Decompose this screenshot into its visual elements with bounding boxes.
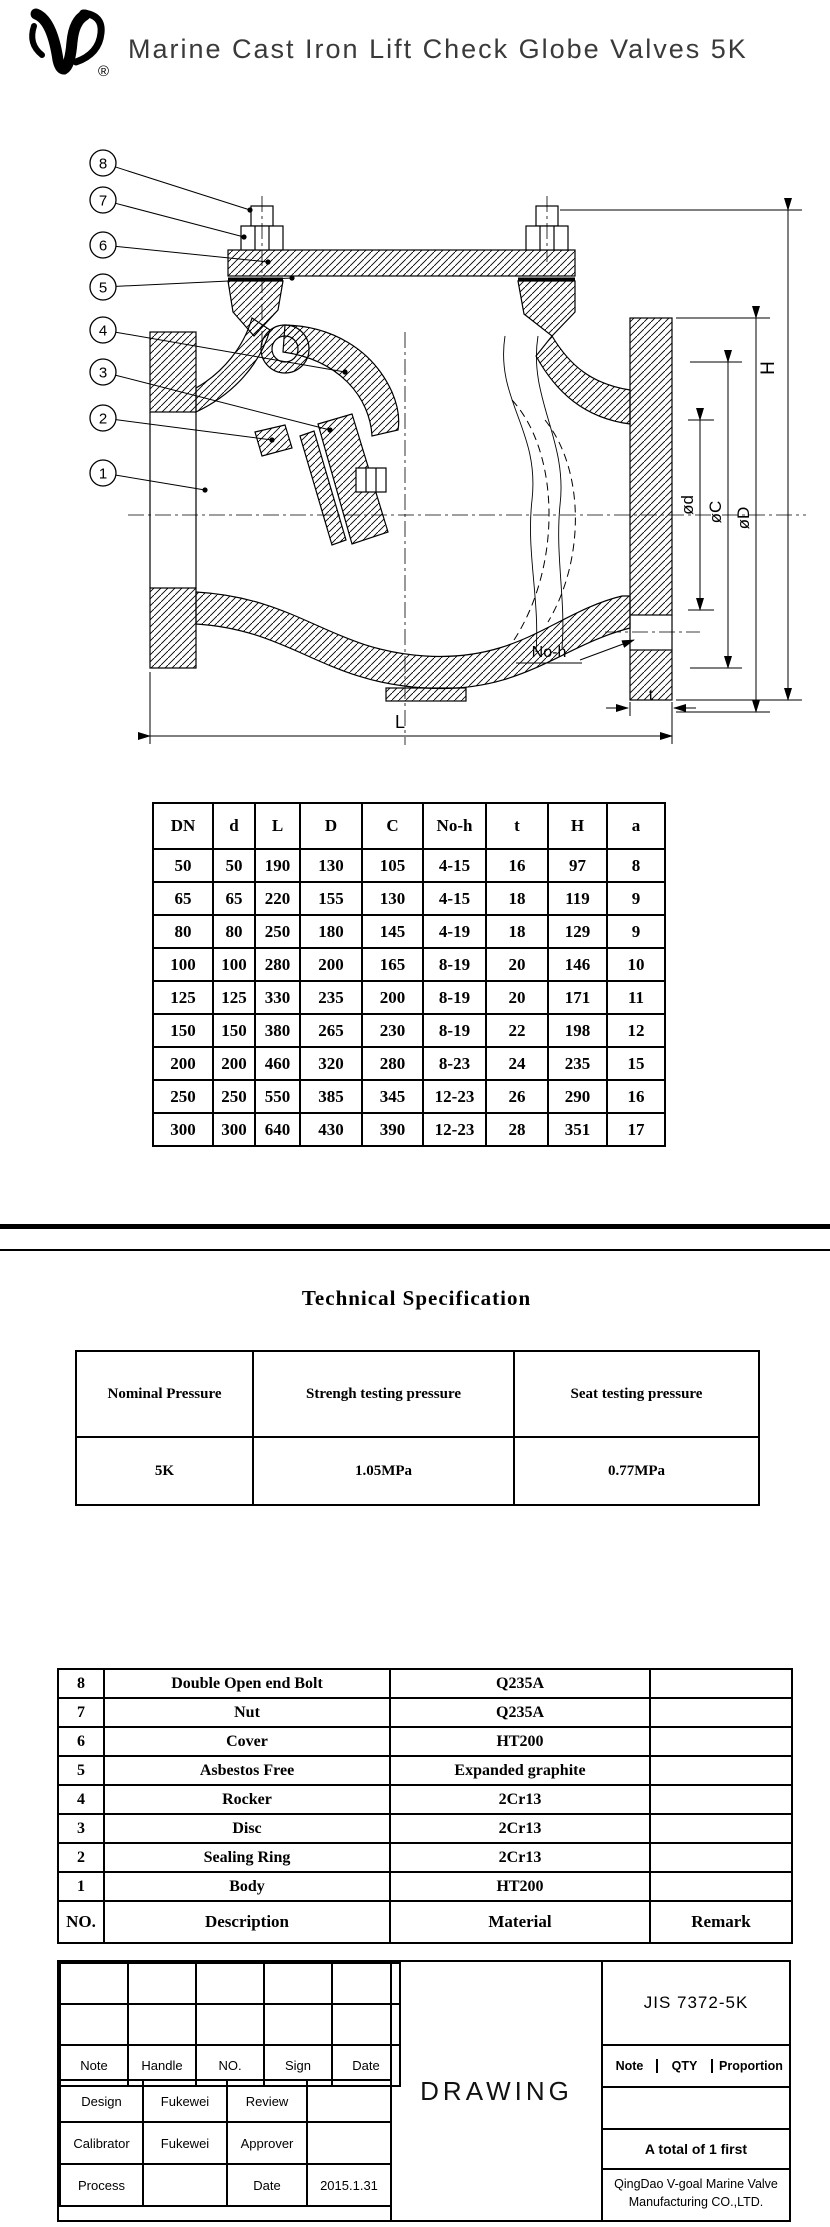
dim-header-cell: a <box>607 803 665 849</box>
dim-cell: 145 <box>362 915 423 948</box>
dim-cell: 10 <box>607 948 665 981</box>
dim-cell: 4-15 <box>423 882 486 915</box>
dim-row <box>153 849 665 882</box>
spec-value-cell: 5K <box>76 1437 253 1505</box>
date-value: 2015.1.31 <box>307 2164 391 2206</box>
cover-plate <box>228 250 575 276</box>
part-remark-cell <box>650 1727 792 1756</box>
dim-row <box>153 1113 665 1146</box>
title-block-right <box>603 1962 789 2220</box>
dim-row <box>153 882 665 915</box>
dim-cell: 22 <box>486 1014 548 1047</box>
dim-cell: 640 <box>255 1113 300 1146</box>
page-title: Marine Cast Iron Lift Check Globe Valves 5K <box>128 34 748 64</box>
company-name <box>603 2170 789 2216</box>
dim-cell: 80 <box>213 915 255 948</box>
dim-cell: 8-19 <box>423 1014 486 1047</box>
callout-number: 6 <box>98 237 108 255</box>
qty-empty-row <box>603 2088 789 2130</box>
body-wall-right <box>536 336 630 424</box>
process-name <box>143 2164 227 2206</box>
dim-header-cell: t <box>486 803 548 849</box>
part-description-cell: Disc <box>104 1814 390 1843</box>
part-description-cell: Cover <box>104 1727 390 1756</box>
callout-number: 4 <box>98 322 108 340</box>
callout-number: 3 <box>98 364 108 382</box>
dim-cell: 430 <box>300 1113 362 1146</box>
dim-cell: 235 <box>548 1047 607 1080</box>
part-description-cell: Asbestos Free <box>104 1756 390 1785</box>
dim-row <box>153 1080 665 1113</box>
disc-nut <box>356 468 386 492</box>
dim-cell: 385 <box>300 1080 362 1113</box>
valve-drawing <box>0 85 830 757</box>
revision-header-no: NO. <box>196 2045 264 2086</box>
dim-cell: 97 <box>548 849 607 882</box>
dim-cell: 125 <box>153 981 213 1014</box>
dim-cell: 50 <box>153 849 213 882</box>
part-material-cell: HT200 <box>390 1727 650 1756</box>
dim-cell: 155 <box>300 882 362 915</box>
part-material-cell: HT200 <box>390 1872 650 1901</box>
dim-cell: 230 <box>362 1014 423 1047</box>
dim-cell: 220 <box>255 882 300 915</box>
dim-cell: 280 <box>362 1047 423 1080</box>
label-oC: øC <box>706 500 725 524</box>
parts-row <box>58 1785 792 1814</box>
dim-header-cell: H <box>548 803 607 849</box>
dim-cell: 330 <box>255 981 300 1014</box>
date-label: Date <box>227 2164 307 2206</box>
revision-header-date: Date <box>332 2045 400 2086</box>
dim-header-cell: D <box>300 803 362 849</box>
dim-cell: 8-19 <box>423 948 486 981</box>
empty-cell <box>60 1963 128 2004</box>
part-material-cell: Expanded graphite <box>390 1756 650 1785</box>
dim-cell: 380 <box>255 1014 300 1047</box>
label-L: L <box>394 712 406 732</box>
dim-cell: 200 <box>362 981 423 1014</box>
part-description-cell: Rocker <box>104 1785 390 1814</box>
spec-table <box>75 1350 760 1506</box>
dim-cell: 9 <box>607 882 665 915</box>
dim-cell: 18 <box>486 882 548 915</box>
calibrator-label: Calibrator <box>60 2122 143 2164</box>
revision-header-sign: Sign <box>264 2045 332 2086</box>
part-no-cell: 2 <box>58 1843 104 1872</box>
dim-row <box>153 915 665 948</box>
callout-number: 8 <box>98 155 108 173</box>
dim-cell: 16 <box>486 849 548 882</box>
dim-cell: 265 <box>300 1014 362 1047</box>
callout-number: 7 <box>98 192 108 210</box>
dim-cell: 190 <box>255 849 300 882</box>
dim-cell: 119 <box>548 882 607 915</box>
dim-cell: 105 <box>362 849 423 882</box>
dim-cell: 50 <box>213 849 255 882</box>
dim-cell: 15 <box>607 1047 665 1080</box>
dim-cell: 320 <box>300 1047 362 1080</box>
review-label: Review <box>227 2080 307 2122</box>
dim-cell: 150 <box>153 1014 213 1047</box>
dim-cell: 130 <box>362 882 423 915</box>
outlet-flange <box>630 318 672 700</box>
label-noh: No-h <box>531 644 567 661</box>
parts-row <box>58 1669 792 1698</box>
dim-cell: 550 <box>255 1080 300 1113</box>
dim-cell: 4-15 <box>423 849 486 882</box>
parts-row <box>58 1727 792 1756</box>
dim-row <box>153 1047 665 1080</box>
part-description-cell: Sealing Ring <box>104 1843 390 1872</box>
process-label: Process <box>60 2164 143 2206</box>
part-remark-cell <box>650 1872 792 1901</box>
part-description-cell: Double Open end Bolt <box>104 1669 390 1698</box>
dim-row <box>153 1014 665 1047</box>
total-note: A total of 1 first <box>603 2130 789 2170</box>
empty-cell <box>196 2004 264 2045</box>
callout-7 <box>90 187 247 240</box>
divider-thin <box>0 1249 830 1251</box>
label-oD: øD <box>734 506 753 530</box>
dim-cell: 345 <box>362 1080 423 1113</box>
spec-header-cell: Strengh testing pressure <box>253 1351 514 1437</box>
empty-cell <box>60 2004 128 2045</box>
bonnet-neck-right <box>518 281 575 336</box>
dim-header-cell: DN <box>153 803 213 849</box>
dim-cell: 17 <box>607 1113 665 1146</box>
approver-name <box>307 2122 391 2164</box>
empty-cell <box>128 1963 196 2004</box>
dim-cell: 129 <box>548 915 607 948</box>
calibrator-name: Fukewei <box>143 2122 227 2164</box>
company-line2: Manufacturing CO.,LTD. <box>628 2195 764 2209</box>
dim-cell: 150 <box>213 1014 255 1047</box>
drawing-cell <box>390 1962 603 2220</box>
note-col-header: Note <box>603 2059 658 2073</box>
dim-cell: 146 <box>548 948 607 981</box>
dim-cell: 8 <box>607 849 665 882</box>
callout-number: 1 <box>98 465 108 483</box>
dim-cell: 300 <box>213 1113 255 1146</box>
parts-row <box>58 1843 792 1872</box>
dim-cell: 9 <box>607 915 665 948</box>
parts-footer-row <box>58 1901 792 1943</box>
part-no-cell: 6 <box>58 1727 104 1756</box>
dim-cell: 26 <box>486 1080 548 1113</box>
design-label: Design <box>60 2080 143 2122</box>
dim-header-cell: No-h <box>423 803 486 849</box>
dim-cell: 165 <box>362 948 423 981</box>
part-description-cell: Nut <box>104 1698 390 1727</box>
part-remark-cell <box>650 1814 792 1843</box>
review-name <box>307 2080 391 2122</box>
company-line1: QingDao V-goal Marine Valve <box>614 2176 778 2191</box>
callout-number: 5 <box>98 279 108 297</box>
dim-cell: 28 <box>486 1113 548 1146</box>
part-remark-cell <box>650 1756 792 1785</box>
parts-table <box>57 1668 793 1944</box>
dim-row <box>153 948 665 981</box>
part-no-cell: 3 <box>58 1814 104 1843</box>
title-block-signature-grid <box>59 2079 392 2207</box>
hidden-passage-arc <box>545 420 575 622</box>
dim-cell: 180 <box>300 915 362 948</box>
dim-cell: 12-23 <box>423 1080 486 1113</box>
empty-cell <box>128 2004 196 2045</box>
dim-cell: 24 <box>486 1047 548 1080</box>
dim-row <box>153 981 665 1014</box>
part-remark-cell <box>650 1785 792 1814</box>
dim-cell: 65 <box>153 882 213 915</box>
dim-header-cell: L <box>255 803 300 849</box>
valve-body-section <box>150 206 672 701</box>
part-no-cell: 5 <box>58 1756 104 1785</box>
spec-value-cell: 1.05MPa <box>253 1437 514 1505</box>
registered-mark: ® <box>98 63 110 80</box>
part-remark-cell <box>650 1669 792 1698</box>
dim-cell: 200 <box>300 948 362 981</box>
standard-code: JIS 7372-5K <box>603 1962 789 2046</box>
dim-cell: 171 <box>548 981 607 1014</box>
parts-footer-description: Description <box>104 1901 390 1943</box>
dim-cell: 235 <box>300 981 362 1014</box>
dim-cell: 100 <box>213 948 255 981</box>
dim-cell: 351 <box>548 1113 607 1146</box>
parts-footer-remark: Remark <box>650 1901 792 1943</box>
part-no-cell: 4 <box>58 1785 104 1814</box>
approver-label: Approver <box>227 2122 307 2164</box>
spec-value-cell: 0.77MPa <box>514 1437 759 1505</box>
part-remark-cell <box>650 1698 792 1727</box>
body-wall-upper-left <box>196 318 270 412</box>
dim-cell: 198 <box>548 1014 607 1047</box>
parts-row <box>58 1872 792 1901</box>
dim-cell: 12-23 <box>423 1113 486 1146</box>
dim-cell: 280 <box>255 948 300 981</box>
spec-header-cell: Seat testing pressure <box>514 1351 759 1437</box>
parts-footer-no: NO. <box>58 1901 104 1943</box>
parts-row <box>58 1756 792 1785</box>
body-foot-pad <box>386 688 466 701</box>
label-od: ød <box>678 495 697 515</box>
revision-header-handle: Handle <box>128 2045 196 2086</box>
design-name: Fukewei <box>143 2080 227 2122</box>
dim-cell: 200 <box>213 1047 255 1080</box>
revision-header-note: Note <box>60 2045 128 2086</box>
divider-thick <box>0 1224 830 1229</box>
parts-footer-material: Material <box>390 1901 650 1943</box>
dim-cell: 125 <box>213 981 255 1014</box>
parts-row <box>58 1698 792 1727</box>
dimensions-table <box>152 802 666 1147</box>
title-block <box>57 1960 791 2222</box>
title-block-left-grid <box>59 1962 401 2087</box>
part-material-cell: 2Cr13 <box>390 1814 650 1843</box>
dim-cell: 250 <box>213 1080 255 1113</box>
empty-cell <box>264 2004 332 2045</box>
inlet-flange <box>150 332 196 668</box>
logo-tail-stroke <box>32 26 42 55</box>
body-bottom-wall <box>196 592 630 689</box>
drawing-label: DRAWING <box>420 2075 573 2106</box>
dim-cell: 18 <box>486 915 548 948</box>
part-material-cell: 2Cr13 <box>390 1785 650 1814</box>
dim-cell: 11 <box>607 981 665 1014</box>
dim-cell: 250 <box>255 915 300 948</box>
part-description-cell: Body <box>104 1872 390 1901</box>
dim-cell: 16 <box>607 1080 665 1113</box>
part-no-cell: 1 <box>58 1872 104 1901</box>
spec-header-cell: Nominal Pressure <box>76 1351 253 1437</box>
dim-header-cell: d <box>213 803 255 849</box>
dim-cell: 460 <box>255 1047 300 1080</box>
callout-1 <box>90 460 208 493</box>
dim-cell: 290 <box>548 1080 607 1113</box>
dim-cell: 4-19 <box>423 915 486 948</box>
part-material-cell: Q235A <box>390 1669 650 1698</box>
dim-cell: 80 <box>153 915 213 948</box>
dim-cell: 12 <box>607 1014 665 1047</box>
label-H: H <box>758 361 779 375</box>
qty-header-row <box>603 2046 789 2088</box>
dim-header-cell: C <box>362 803 423 849</box>
dim-cell: 130 <box>300 849 362 882</box>
part-remark-cell <box>650 1843 792 1872</box>
part-no-cell: 8 <box>58 1669 104 1698</box>
dim-cell: 20 <box>486 948 548 981</box>
part-material-cell: 2Cr13 <box>390 1843 650 1872</box>
qty-col-header: QTY <box>658 2059 713 2073</box>
part-material-cell: Q235A <box>390 1698 650 1727</box>
parts-row <box>58 1814 792 1843</box>
brand-logo <box>22 2 114 82</box>
dim-cell: 8-23 <box>423 1047 486 1080</box>
empty-cell <box>264 1963 332 2004</box>
dim-cell: 250 <box>153 1080 213 1113</box>
callout-number: 2 <box>98 410 108 428</box>
dim-cell: 100 <box>153 948 213 981</box>
dim-cell: 20 <box>486 981 548 1014</box>
dim-cell: 390 <box>362 1113 423 1146</box>
dim-cell: 65 <box>213 882 255 915</box>
label-t: t <box>648 687 654 704</box>
dim-cell: 300 <box>153 1113 213 1146</box>
spec-title: Technical Specification <box>301 1286 532 1310</box>
proportion-col-header: Proportion <box>719 2059 783 2073</box>
part-no-cell: 7 <box>58 1698 104 1727</box>
dim-cell: 200 <box>153 1047 213 1080</box>
empty-cell <box>196 1963 264 2004</box>
dim-cell: 8-19 <box>423 981 486 1014</box>
